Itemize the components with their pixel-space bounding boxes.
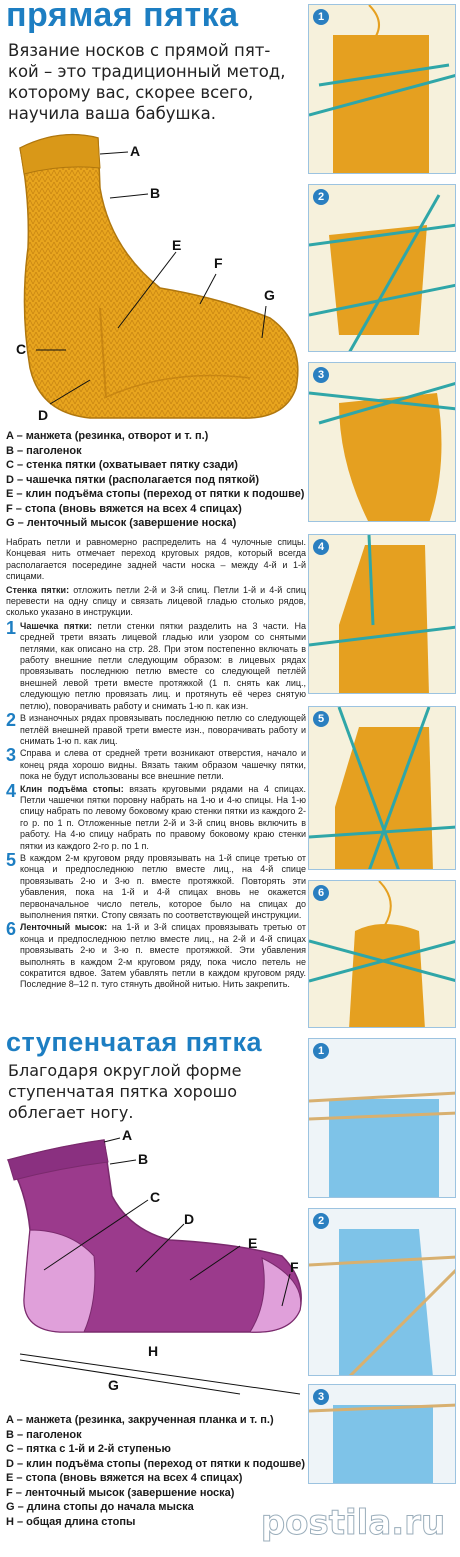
sock-label-g: G [264,287,275,303]
knitting-photo-5 [309,707,456,870]
blue-step-photo-2 [308,1208,456,1376]
legend-item: D – клин подъёма стопы (переход от пятки к подошве) [6,1457,306,1470]
step-number: 3 [6,745,17,766]
legend-item: G – ленточный мысок (завершение носка) [6,517,237,529]
section1-legend [6,429,304,531]
instruction-step-5 [6,849,306,921]
intro-line: Благодаря округлой форме [8,1061,242,1080]
instruction-step-2 [6,710,306,747]
step-number: 6 [6,919,17,940]
blue-step-photo-1 [308,1038,456,1198]
sock-label-f: F [214,255,223,271]
intro-line: ступенчатая пятка хорошо [8,1082,238,1101]
purple-sock-diagram [0,1120,306,1410]
knitting-photo-3 [309,363,456,522]
sock-label-a: A [122,1127,133,1143]
step-label: Чашечка пятки: [20,620,93,631]
sock-label-h: H [148,1343,159,1359]
watermark-text: postila.ru [260,1503,446,1543]
knitting-photo-1 [309,5,456,174]
watermark-logo [250,1490,456,1550]
yellow-sock-diagram [0,128,306,428]
step-badge: 1 [313,9,329,25]
step-text: на 1-й и 3-й спицах провязывать третью от конца и предпоследнюю петлю вместе лиц., на 2-й и 4-й спицах провязывать 2-ю и 3-ю п. вместе протяжкой. Эти убавления выполнять в каждом 2-м круговом ряду, пока число петель не сократится вдвое. Затем убавлять петли в каждом круговом ряду. Последние 8–12 п. туго стянуть двойной нитью. Нить закрепить. [20,922,306,990]
step-badge: 1 [313,1043,329,1059]
instruction-step-4 [6,780,306,852]
step-text: Справа и слева от средней трети возникают отверстия, начало и конец ряда хорошо видны. Вязать таким образом чашечку пятки, пока не будут использованы все внешние петли. [20,748,306,782]
intro-line: облегает ногу. [8,1103,134,1122]
step-badge: 2 [313,189,329,205]
knitting-photo-4 [309,535,456,694]
step-text: В каждом 2-м круговом ряду провязывать на 1-й спице третью от конца и предпоследнюю петлю вместе лиц., на 4-й спице провязывать 2-ю и 3-ю п. вместе протяжкой. Повторять эти убавления, пока на 1-й и 4-й спицах вновь не окажется первоначальное число петель, которое было на спицах до выполнения пятки. Стопу связать по соответствующей инструкции. [20,852,306,920]
intro-line: кой – это традиционный метод, [8,62,286,81]
intro-line: научила ваша бабушка. [8,104,216,123]
legend-item: B – паголенок [6,444,82,457]
watermark [250,1490,456,1550]
step-photo-2 [308,184,456,352]
yellow-sock-shape [20,135,298,418]
sock-label-e: E [172,237,182,253]
intro-line: которому вас, скорее всего, [8,83,254,102]
heel-wall-label: Стенка пятки: [6,584,70,595]
legend-item: H – общая длина стопы [6,1515,136,1528]
legend-item: F – ленточный мысок (завершение носка) [6,1486,235,1499]
sock-label-d: D [38,407,49,423]
step-label: Клин подъёма стопы: [20,783,124,794]
step-number: 4 [6,780,17,801]
instruction-step-3 [6,745,306,782]
step-photo-1 [308,4,456,174]
legend-item: E – стопа (вновь вяжется на всех 4 спицах) [6,1472,243,1484]
step-number: 1 [6,617,17,638]
legend-item: E – клин подъёма стопы (переход от пятки к подошве) [6,488,305,500]
blue-knitting-photo-1 [309,1039,456,1198]
step-photo-3 [308,362,456,522]
step-badge: 4 [313,539,329,555]
sock-label-d: D [184,1211,195,1227]
step-badge: 5 [313,711,329,727]
section1-intro [8,40,308,124]
sock-label-f: F [290,1259,299,1275]
legend-item: F – стопа (вновь вяжется на всех 4 спицах) [6,502,242,515]
sock-label-a: A [130,143,141,159]
heel-wall-paragraph [6,585,306,619]
step-text: В изнаночных рядах провязывать последнюю петлю со следующей петлёй внешней правой трети вместе изн., поворачивать работу и снимать 1-ю п. как лиц. [20,713,306,746]
sock-label-c: C [150,1189,161,1205]
intro-line: Вязание носков с прямой пят- [8,41,271,60]
legend-item: B – паголенок [6,1428,82,1441]
section2-title: ступенчатая пятка [6,1027,263,1057]
step-photo-4 [308,534,456,694]
step-badge: 3 [313,1389,329,1405]
step-photo-6 [308,880,456,1028]
step-badge: 2 [313,1213,329,1229]
sock-label-c: C [16,341,27,357]
sock-label-b: B [150,185,161,201]
blue-knitting-photo-3 [309,1385,456,1484]
step-badge: 3 [313,367,329,383]
section2-intro [8,1060,308,1123]
instructions-intro: Набрать петли и равномерно распределить на 4 чулочные спицы. Концевая нить отмечает переход круговых рядов, который всегда располагается посередине задней части носка – между 4-й и 1-й спицами. [6,537,306,582]
legend-item: A – манжета (резинка, закрученная планка и т. п.) [6,1414,274,1426]
legend-item: A – манжета (резинка, отворот и т. п.) [6,430,209,442]
sock-label-g: G [108,1377,119,1393]
legend-item: G – длина стопы до начала мыска [6,1501,194,1513]
instruction-step-1 [6,617,306,712]
section1-instructions [6,537,306,992]
instruction-step-6 [6,919,306,990]
section1-title: прямая пятка [6,0,239,34]
step-number: 2 [6,710,17,731]
blue-step-photo-3 [308,1384,456,1484]
blue-knitting-photo-2 [309,1209,456,1376]
knitting-photo-2 [309,185,456,352]
heel-wall-text: отложить петли 2-й и 3-й спиц. Петли 1-й и 4-й спиц перевести на одну спицу и связать лицевой гладью столько рядов, сколько указано в инструкции. [6,584,306,618]
step-text: петли стенки пятки разделить на 3 части. На средней трети вязать лицевой гладью или узором со снятыми петлями, как описано на стр. 28. При этом постепенно включать в работу внешние петли следующим образом: в лицевых рядах провязывать последнюю петлю вместе со следующей петлёй внешней левой трети вместе протяжкой (1 п. снять как лиц., следующую петлю провязать лиц. и протянуть её через снятую петлю), поворачивать работу и снимать 1-ю п. как изн. [20,620,306,711]
step-label: Ленточный мысок: [20,922,108,933]
legend-item: C – стенка пятки (охватывает пятку сзади) [6,459,238,471]
step-number: 5 [6,849,17,870]
legend-item: D – чашечка пятки (располагается под пяткой) [6,473,260,486]
knitting-photo-6 [309,881,456,1028]
legend-item: C – пятка с 1-й и 2-й ступенью [6,1443,171,1455]
sock-label-e: E [248,1235,258,1251]
step-photo-5 [308,706,456,870]
step-text: вязать круговыми рядами на 4 спицах. Петли чашечки пятки поровну набрать на 1-ю и 4-ю спицы. На 1-ю спицу набрать по левому боковому краю стенки пятки из каждого 2-го р. по 1 п. Отложенные петли 2-й и 3-й спиц вновь включить в работу. На 4-ю спицу набрать по правому боковому краю стенки пятки из каждого 2-го р. по 1 п. [20,783,306,851]
step-badge: 6 [313,885,329,901]
sock-label-b: B [138,1151,149,1167]
